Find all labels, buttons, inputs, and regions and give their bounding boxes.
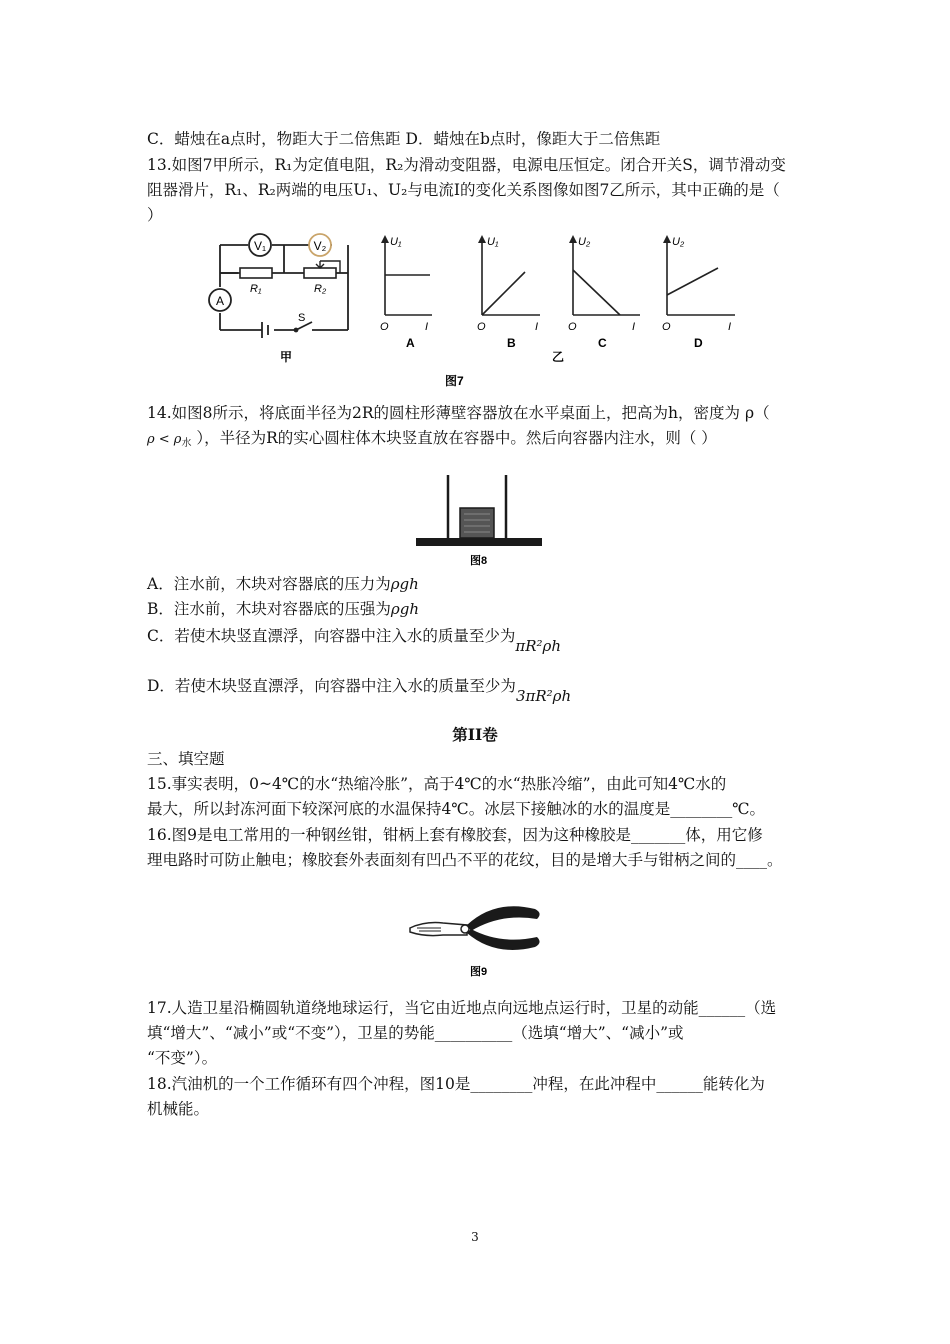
q14-option-d: D．若使木块竖直漂浮，向容器中注入水的质量至少为3πR²ρh (147, 677, 572, 705)
svg-text:U₂: U₂ (578, 236, 591, 248)
graph-c (568, 235, 640, 350)
wood-block (460, 508, 494, 538)
q15-line2: 最大，所以封冻河面下较深河底的水温保持4℃。冰层下接触冰的水的温度是________℃。 (147, 800, 766, 818)
svg-text:I: I (728, 321, 732, 333)
svg-text:O: O (380, 321, 389, 333)
figure-9 (405, 895, 550, 985)
svg-text:B: B (507, 336, 516, 350)
q18-line1: 18.汽油机的一个工作循环有四个冲程，图10是________冲程，在此冲程中______能转化为 (147, 1075, 765, 1093)
graph-b (477, 235, 540, 350)
q14-option-c: C．若使木块竖直漂浮，向容器中注入水的质量至少为πR²ρh (147, 627, 562, 655)
resistor-r2 (304, 268, 336, 278)
q17-line1: 17.人造卫星沿椭圆轨道绕地球运行，当它由近地点向远地点运行时，卫星的动能______（选 (147, 999, 777, 1017)
q16-line1: 16.图9是电工常用的一种钢丝钳，钳柄上套有橡胶套，因为这种橡胶是_______体，用它修 (147, 826, 763, 844)
svg-text:A: A (406, 336, 415, 350)
v2-label: V₂ (313, 239, 327, 253)
r2-label: R₂ (314, 283, 327, 295)
q17-line2: 填“增大”、“减小”或“不变”），卫星的势能__________（选填“增大”、“减小”或 (147, 1024, 684, 1042)
q14-line1: 14.如图8所示，将底面半径为2R的圆柱形薄壁容器放在水平桌面上，把高为h，密度为 ρ（ (147, 404, 770, 422)
q13-line2: 阻器滑片，R₁、R₂两端的电压U₁、U₂与电流I的变化关系图像如图7乙所示，其中正确的是（ (147, 181, 780, 199)
resistor-r1 (240, 268, 272, 278)
slider-arrow (316, 261, 324, 268)
ammeter-label: A (215, 294, 225, 308)
pliers-icon (410, 906, 540, 950)
svg-text:U₂: U₂ (672, 236, 685, 248)
svg-text:D: D (694, 336, 703, 350)
svg-text:O: O (568, 321, 577, 333)
r1-label: R₁ (250, 283, 262, 295)
svg-text:I: I (425, 321, 429, 333)
svg-text:U₁: U₁ (390, 236, 402, 248)
graphs-label: 乙 (552, 350, 565, 364)
page-number: 3 (471, 1230, 479, 1244)
q13-line1: 13.如图7甲所示，R₁为定值电阻，R₂为滑动变阻器，电源电压恒定。闭合开关S，调节滑动变 (147, 156, 786, 174)
q16-line2: 理电路时可防止触电；橡胶套外表面刻有凹凸不平的花纹，目的是增大手与钳柄之间的____。 (147, 851, 783, 869)
graph-a (380, 235, 432, 350)
q15-line1: 15.事实表明，0~4℃的水“热缩冷胀”，高于4℃的水“热胀冷缩”，由此可知4℃水的 (147, 775, 727, 793)
svg-text:I: I (535, 321, 539, 333)
figure-7 (200, 225, 760, 395)
v1-label: V₁ (253, 239, 267, 253)
figure-8 (410, 470, 550, 570)
density-condition: $\rho < \rho_水$ (147, 432, 192, 449)
figure-7-caption: 图7 (445, 374, 464, 388)
circuit-label: 甲 (280, 350, 293, 364)
svg-text:U₁: U₁ (487, 236, 499, 248)
voltmeter-v1 (249, 234, 271, 256)
figure-8-caption: 图8 (470, 555, 488, 567)
svg-text:I: I (632, 321, 636, 333)
svg-text:O: O (477, 321, 486, 333)
switch-label: S (298, 312, 306, 324)
q18-line2: 机械能。 (147, 1100, 210, 1118)
graph-d (662, 235, 735, 350)
q14-option-b: B．注水前，木块对容器底的压强为ρgh (147, 600, 419, 618)
section-title: 三、填空题 (147, 750, 225, 768)
voltmeter-v2 (309, 234, 331, 256)
battery (262, 322, 268, 338)
q14-line2: $\rho < \rho_水$ ），半径为R的实心圆柱体木块竖直放在容器中。然后向容器内注水，则（ ） (147, 429, 717, 449)
svg-text:O: O (662, 321, 671, 333)
part-2-title: 第II卷 (452, 725, 498, 744)
figure-9-caption: 图9 (470, 966, 488, 978)
q17-line3: “不变”）。 (147, 1049, 218, 1067)
q13-line3: ） (147, 206, 163, 224)
svg-text:C: C (598, 336, 607, 350)
q14-option-a: A．注水前，木块对容器底的压力为ρgh (147, 575, 419, 593)
q12-options-line: C．蜡烛在a点时，物距大于二倍焦距 D．蜡烛在b点时，像距大于二倍焦距 (147, 130, 661, 148)
table-surface (416, 538, 542, 546)
circuit-diagram (220, 245, 348, 330)
ammeter (209, 289, 231, 311)
